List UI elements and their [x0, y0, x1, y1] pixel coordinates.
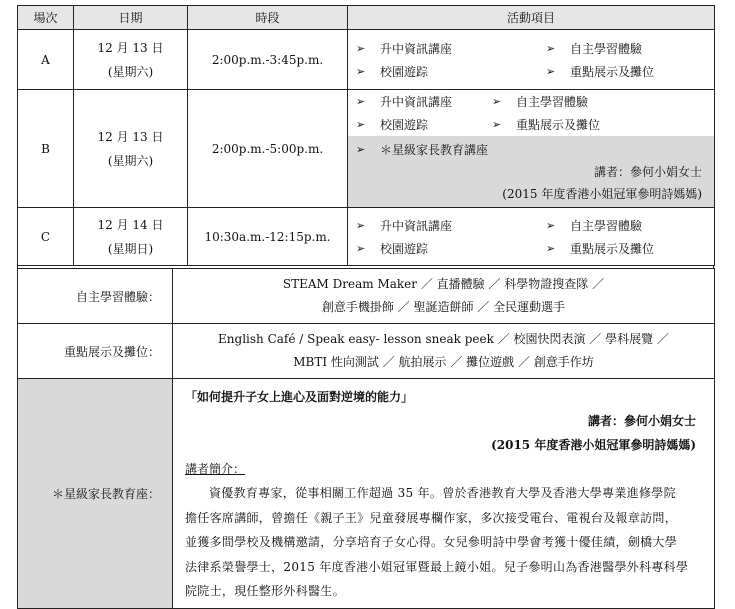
- session-time: 2:00p.m.-5:00p.m.: [188, 90, 348, 208]
- session-row-b: [18, 90, 715, 208]
- session-time: 2:00p.m.-3:45p.m.: [188, 30, 348, 90]
- showcase-line: MBTI 性向測試 ／ 航拍展示 ／ 攤位遊戲 ／ 創意手作坊: [293, 355, 594, 369]
- session-date: [74, 30, 188, 90]
- self-learning-row: [18, 269, 715, 324]
- list-item: 升中資訊講座: [380, 41, 453, 56]
- session-table: [17, 5, 715, 266]
- arrow-bullet-icon: ➢: [546, 41, 556, 55]
- arrow-bullet-icon: ➢: [356, 118, 366, 131]
- arrow-bullet-icon: ➢: [546, 218, 556, 232]
- bio-line: 資優教育專家，從事相關工作超過 35 年。曾於香港教育大學及香港大學專業進修學院: [209, 486, 676, 500]
- header-time: 時段: [188, 6, 348, 30]
- parent-talk-content: [173, 379, 715, 609]
- bio-line: 並獲多間學校及機構邀請，分享培育子女心得。女兒參明詩中學會考獲十優佳績，劍橋大學: [185, 535, 678, 549]
- list-item: 校園遊踪: [380, 64, 429, 79]
- weekday-text: (星期六): [107, 153, 154, 168]
- arrow-bullet-icon: ➢: [356, 143, 366, 156]
- arrow-bullet-icon: ➢: [356, 95, 366, 108]
- self-learning-content: [173, 269, 715, 324]
- table-header-row: [18, 6, 715, 30]
- list-item: 重點展示及攤位: [570, 241, 655, 256]
- activity-list: [348, 90, 715, 208]
- bio-line: 法律系榮譽學士，2015 年度香港小姐冠軍暨最上鏡小姐。兒子參明山為香港醫學外科專科學: [185, 559, 689, 574]
- session-id: B: [18, 90, 74, 208]
- showcase-row: [18, 324, 715, 379]
- arrow-bullet-icon: ➢: [356, 41, 366, 55]
- list-item: ＊星級家長教育講座: [380, 143, 489, 157]
- list-item: 自主學習體驗: [570, 218, 643, 233]
- session-date: [74, 90, 188, 208]
- list-item: 校園遊踪: [380, 241, 429, 256]
- arrow-bullet-icon: ➢: [356, 241, 366, 255]
- header-date: 日期: [74, 6, 188, 30]
- session-row-c: [18, 208, 715, 266]
- list-item: 校園遊踪: [380, 118, 429, 132]
- list-item: 重點展示及攤位: [570, 64, 655, 79]
- arrow-bullet-icon: ➢: [546, 241, 556, 255]
- activity-list: [348, 30, 715, 90]
- self-learning-label: 自主學習體驗：: [18, 269, 173, 324]
- showcase-label: 重點展示及攤位：: [18, 324, 173, 379]
- bio-line: 院院士，現任整形外科醫生。: [185, 584, 345, 598]
- arrow-bullet-icon: ➢: [492, 118, 502, 131]
- header-activities: 活動項目: [348, 6, 715, 30]
- talk-speaker: 講者：參何小娟女士: [587, 414, 696, 428]
- bio-line: 擔任客席講師，曾擔任《親子王》兒童發展專欄作家，多次接受電台、電視台及報章訪問，: [185, 510, 678, 525]
- date-text: 12 月 14 日: [97, 217, 164, 232]
- session-row-a: [18, 30, 715, 90]
- session-id: C: [18, 208, 74, 266]
- header-session: 場次: [18, 6, 74, 30]
- details-table: [17, 268, 715, 609]
- self-learning-line: 創意手機掛飾 ／ 聖誕造餅師 ／ 全民運動選手: [321, 300, 566, 314]
- arrow-bullet-icon: ➢: [546, 64, 556, 78]
- session-id: A: [18, 30, 74, 90]
- weekday-text: (星期六): [107, 64, 154, 79]
- session-time: 10:30a.m.-12:15p.m.: [188, 208, 348, 266]
- session-date: [74, 208, 188, 266]
- weekday-text: (星期日): [107, 241, 154, 256]
- parent-talk-row: [18, 379, 715, 609]
- activity-list: [348, 208, 715, 266]
- list-item: 自主學習體驗: [570, 41, 643, 56]
- speaker-name: 講者：參何小娟女士: [593, 165, 702, 179]
- list-item: 自主學習體驗: [516, 95, 589, 109]
- talk-title: 「如何提升子女上進心及面對逆境的能力」: [185, 390, 414, 404]
- arrow-bullet-icon: ➢: [492, 95, 502, 108]
- parent-talk-label: ＊星級家長教育座：: [18, 379, 173, 609]
- date-text: 12 月 13 日: [97, 129, 164, 144]
- date-text: 12 月 13 日: [97, 40, 164, 55]
- arrow-bullet-icon: ➢: [356, 218, 366, 232]
- showcase-line: English Café / Speak easy- lesson sneak peek ／ 校園快閃表演 ／ 學科展覽 ／: [218, 332, 669, 346]
- bio-heading: 講者簡介：: [185, 462, 246, 476]
- list-item: 升中資訊講座: [380, 95, 453, 109]
- list-item: 重點展示及攤位: [516, 118, 601, 132]
- schedule-document: [17, 5, 714, 609]
- arrow-bullet-icon: ➢: [356, 64, 366, 78]
- list-item: 升中資訊講座: [380, 218, 453, 233]
- speaker-title: (2015 年度香港小姐冠軍參明詩媽媽): [502, 187, 702, 201]
- showcase-content: [173, 324, 715, 379]
- talk-speaker-title: (2015 年度香港小姐冠軍參明詩媽媽): [491, 438, 696, 452]
- self-learning-line: STEAM Dream Maker ／ 直播體驗 ／ 科學物證搜查隊 ／: [282, 277, 605, 291]
- parent-talk-box: [348, 136, 714, 207]
